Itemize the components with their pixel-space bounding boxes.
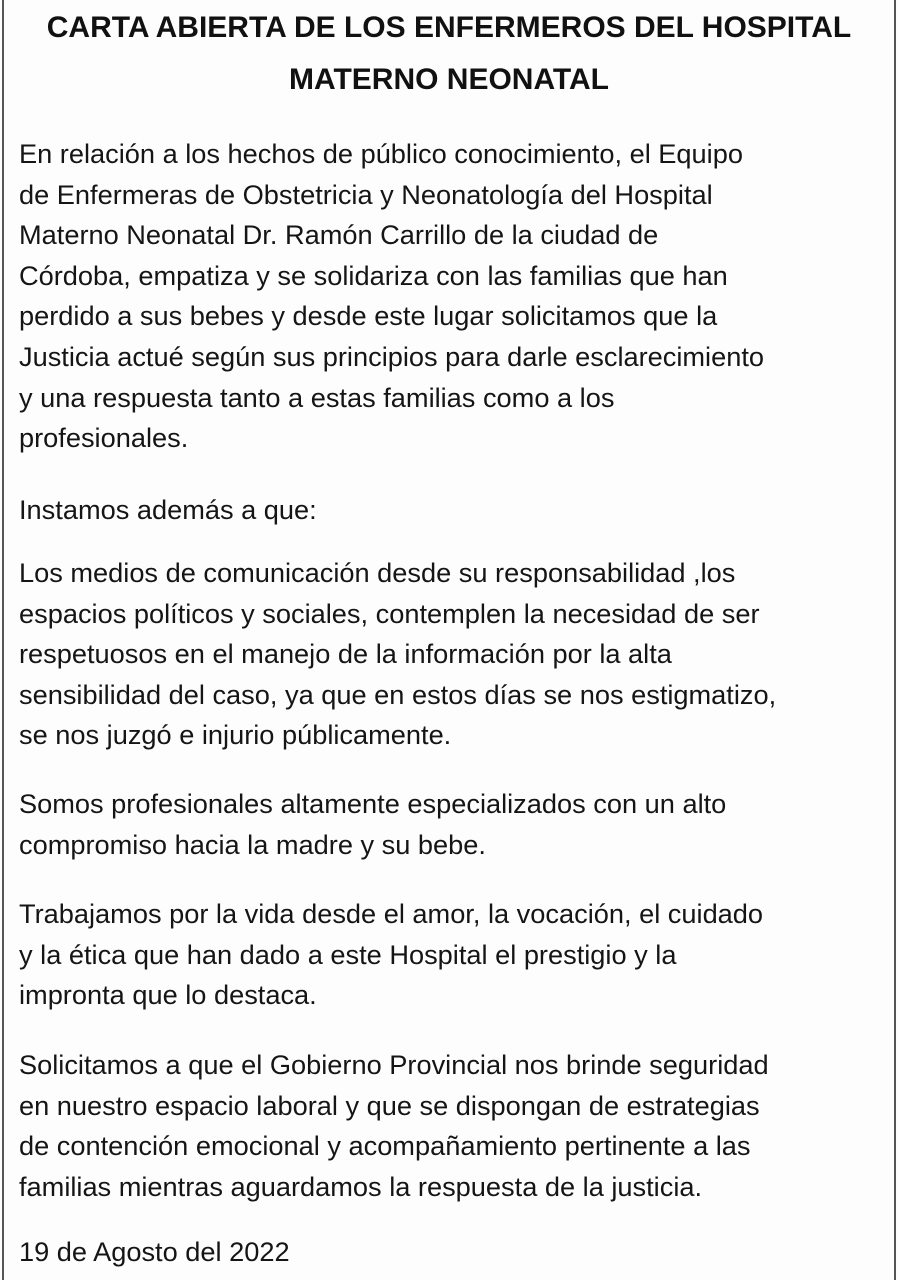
- text-line: en nuestro espacio laboral y que se dispongan de estrategias: [19, 1089, 760, 1121]
- text-line: Solicitamos a que el Gobierno Provincial nos brinde seguridad: [19, 1049, 769, 1080]
- paragraph-intro: [19, 134, 889, 459]
- text-line: impronta que lo destaca.: [19, 979, 317, 1011]
- text-line: sensibilidad del caso, ya que en estos días se nos estigmatizo,: [19, 678, 777, 710]
- text-line: Somos profesionales altamente especializados con un alto: [19, 788, 727, 819]
- page-border-left: [2, 0, 4, 1280]
- letter-date: [19, 1232, 889, 1273]
- paragraph-instamos: [19, 490, 889, 531]
- text-line: Materno Neonatal Dr. Ramón Carrillo de la ciudad de: [19, 219, 659, 251]
- text-line: de Enfermeras de Obstetricia y Neonatología del Hospital: [19, 178, 713, 210]
- text-line: familias mientras aguardamos la respuesta de la justicia.: [19, 1170, 703, 1202]
- page-border-right: [894, 0, 896, 1280]
- text-line: Instamos además a que:: [19, 494, 317, 525]
- date-line: 19 de Agosto del 2022: [19, 1236, 290, 1267]
- paragraph-solicitamos: [19, 1045, 889, 1207]
- text-line: y la ética que han dado a este Hospital el prestigio y la: [19, 938, 677, 970]
- text-line: respetuosos en el manejo de la información por la alta: [19, 638, 672, 670]
- letter-title: [0, 2, 898, 106]
- title-line: MATERNO NEONATAL: [289, 63, 609, 96]
- text-line: En relación a los hechos de público conocimiento, el Equipo: [19, 138, 743, 169]
- title-line: CARTA ABIERTA DE LOS ENFERMEROS DEL HOSPITAL: [46, 11, 852, 44]
- paragraph-somos: [19, 784, 889, 865]
- text-line: Córdoba, empatiza y se solidariza con las familias que han: [19, 259, 728, 291]
- text-line: y una respuesta tanto a estas familias como a los: [19, 381, 615, 413]
- text-line: Trabajamos por la vida desde el amor, la vocación, el cuidado: [19, 898, 764, 929]
- text-line: Justicia actué según sus principios para darle esclarecimiento: [19, 340, 765, 372]
- text-line: Los medios de comunicación desde su responsabilidad ,los: [19, 557, 736, 588]
- text-line: de contención emocional y acompañamiento pertinente a las: [19, 1130, 751, 1162]
- text-line: profesionales.: [19, 422, 189, 454]
- paragraph-medios: [19, 553, 889, 756]
- text-line: espacios políticos y sociales, contemplen la necesidad de ser: [19, 597, 760, 629]
- text-line: perdido a sus bebes y desde este lugar solicitamos que la: [19, 300, 718, 332]
- text-line: compromiso hacia la madre y su bebe.: [19, 828, 486, 860]
- text-line: se nos juzgó e injurio públicamente.: [19, 719, 452, 751]
- paragraph-trabajamos: [19, 894, 889, 1016]
